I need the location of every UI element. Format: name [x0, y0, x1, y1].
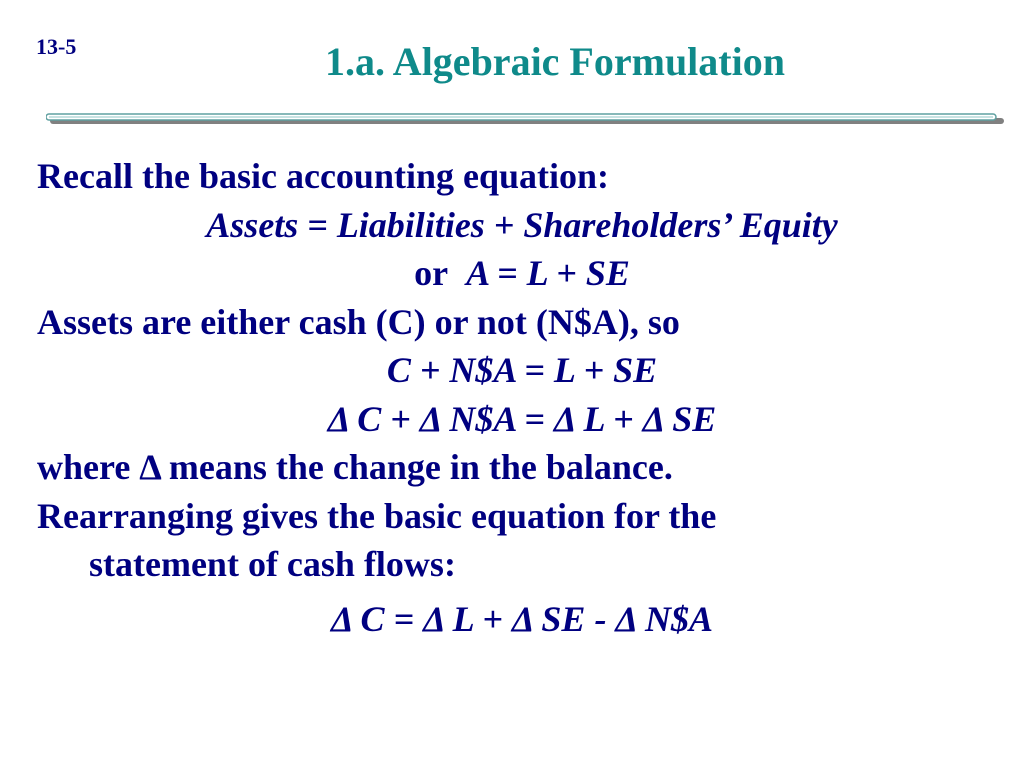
slide-number: 13-5 [36, 34, 77, 59]
equation-split: C + N$A = L + SE [386, 350, 658, 390]
accounting-equation-short [37, 249, 1007, 298]
where-line: where Δ means the change in the balance. [37, 447, 673, 487]
or-word: or [414, 253, 449, 293]
slide-title: 1.a. Algebraic Formulation [325, 39, 785, 84]
equation-final: Δ C = Δ L + Δ SE - Δ N$A [330, 598, 714, 639]
equation-delta: Δ C + Δ N$A = Δ L + Δ SE [327, 398, 717, 439]
slide-body [37, 152, 1007, 643]
accounting-equation-words: Assets = Liabilities + Shareholders’ Equity [206, 204, 838, 245]
title-divider [46, 113, 1004, 127]
rearranging-line-1: Rearranging gives the basic equation for the [37, 495, 717, 536]
recall-line: Recall the basic accounting equation: [37, 156, 609, 196]
equation-short: A = L + SE [466, 253, 630, 293]
assets-line: Assets are either cash (C) or not (N$A), so [37, 301, 680, 342]
rearranging-line-2: statement of cash flows: [89, 544, 456, 584]
